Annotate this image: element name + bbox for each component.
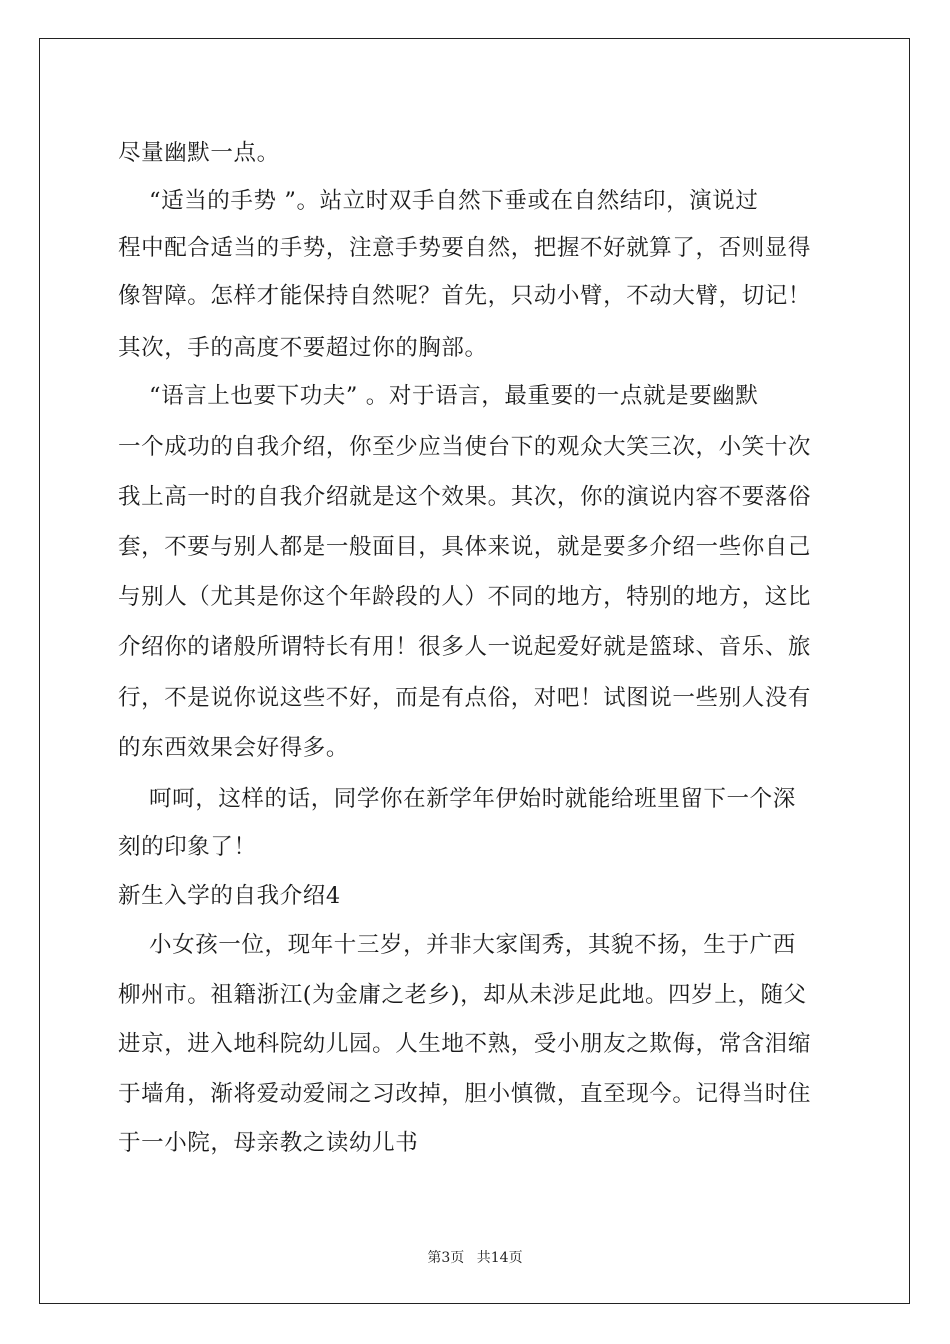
page-number: 第3页 xyxy=(427,1250,465,1266)
text-line: 套，不要与别人都是一般面目，具体来说，就是要多介绍一些你自己 xyxy=(118,534,812,560)
text-line: 的东西效果会好得多。 xyxy=(118,735,350,761)
text-line: “适当的手势 ”。站立时双手自然下垂或在自然结印，演说过 xyxy=(118,188,759,214)
text-line: 我上高一时的自我介绍就是这个效果。其次，你的演说内容不要落俗 xyxy=(118,484,812,510)
page-footer xyxy=(0,1247,950,1267)
text-line: 介绍你的诸般所谓特长有用！很多人一说起爱好就是篮球、音乐、旅 xyxy=(118,634,812,660)
text-line: 刻的印象了！ xyxy=(118,834,257,860)
text-line: 其次，手的高度不要超过你的胸部。 xyxy=(118,335,488,361)
text-line: 小女孩一位，现年十三岁，并非大家闺秀，其貌不扬，生于广西 xyxy=(118,932,796,958)
text-line: 一个成功的自我介绍，你至少应当使台下的观众大笑三次，小笑十次 xyxy=(118,434,812,460)
text-line: 柳州市。祖籍浙江(为金庸之老乡)，却从未涉足此地。四岁上，随父 xyxy=(118,982,807,1008)
page-border xyxy=(39,38,910,1304)
text-line: 于墙角，渐将爱动爱闹之习改掉，胆小慎微，直至现今。记得当时住 xyxy=(118,1081,812,1107)
text-line: 像智障。怎样才能保持自然呢？首先，只动小臂，不动大臂，切记！ xyxy=(118,283,812,309)
section-heading: 新生入学的自我介绍4 xyxy=(118,883,341,909)
text-line: “语言上也要下功夫” 。对于语言，最重要的一点就是要幽默 xyxy=(118,383,759,409)
text-line: 进京，进入地科院幼儿园。人生地不熟，受小朋友之欺侮，常含泪缩 xyxy=(118,1031,812,1057)
text-line: 行，不是说你说这些不好，而是有点俗，对吧！试图说一些别人没有 xyxy=(118,685,812,711)
text-line: 于一小院，母亲教之读幼儿书 xyxy=(118,1130,419,1156)
page-total: 共14页 xyxy=(476,1250,523,1266)
text-line: 程中配合适当的手势，注意手势要自然，把握不好就算了，否则显得 xyxy=(118,235,812,261)
text-line: 尽量幽默一点。 xyxy=(118,140,280,166)
text-line: 呵呵，这样的话，同学你在新学年伊始时就能给班里留下一个深 xyxy=(118,786,796,812)
text-line: 与别人（尤其是你这个年龄段的人）不同的地方，特别的地方，这比 xyxy=(118,584,812,610)
